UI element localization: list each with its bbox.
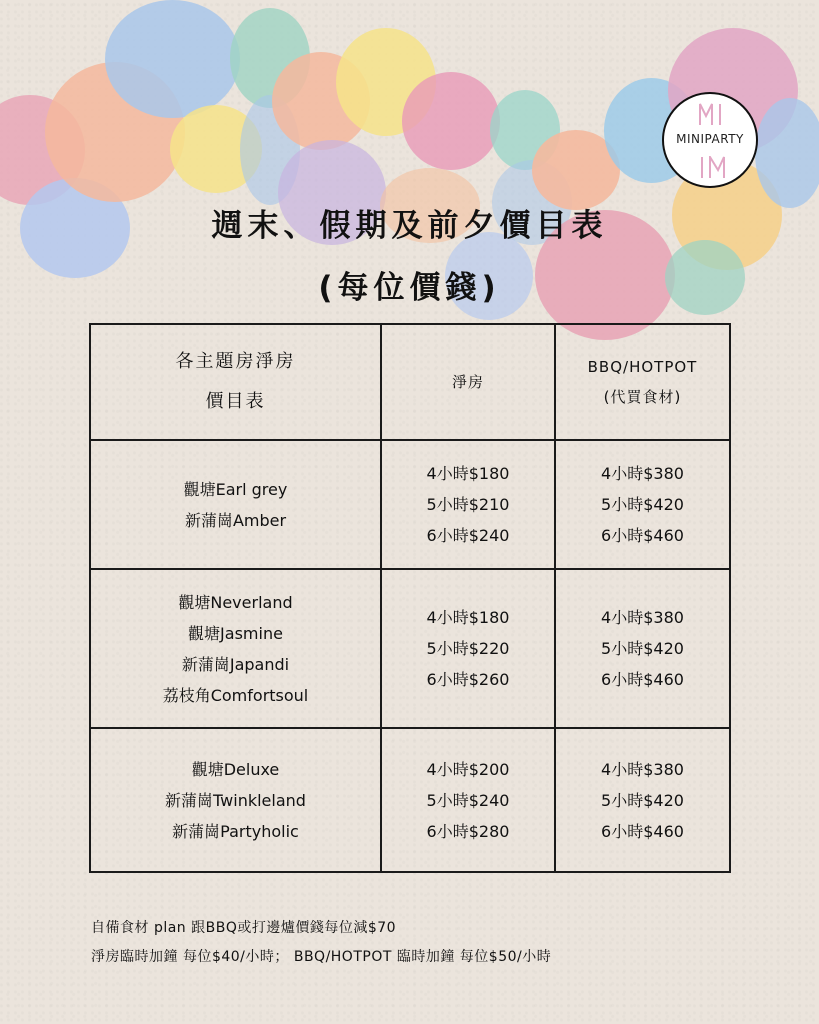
table-header-row xyxy=(90,324,730,440)
room-name: 新蒲崗Partyholic xyxy=(172,821,299,841)
notes xyxy=(91,914,551,972)
price-5h: 5小時$220 xyxy=(426,639,510,658)
table-row xyxy=(90,440,730,569)
logo-name: MINIPARTY xyxy=(676,132,744,146)
room-name: 觀塘Earl grey xyxy=(183,479,288,499)
logo-mark-top xyxy=(698,102,726,126)
header-rooms-cell xyxy=(90,324,381,440)
table-row xyxy=(90,569,730,728)
page-title: 週末、假期及前夕價目表 xyxy=(211,208,608,244)
room-name: 新蒲崗Japandi xyxy=(181,654,290,674)
price-6h: 6小時$460 xyxy=(601,821,684,841)
page-subtitle: (每位價錢) xyxy=(318,270,501,306)
table-row xyxy=(90,728,730,872)
bbq-price-cell xyxy=(555,569,730,728)
price-6h: 6小時$240 xyxy=(426,526,510,545)
room-name: 觀塘Deluxe xyxy=(191,759,280,779)
price-5h: 5小時$210 xyxy=(426,495,510,514)
room-name: 觀塘Jasmine xyxy=(188,623,283,643)
bubble xyxy=(755,98,819,208)
room-name: 新蒲崗Amber xyxy=(184,510,287,530)
price-4h: 4小時$380 xyxy=(601,464,684,483)
rooms-cell xyxy=(90,440,381,569)
header-rooms-line2: 價目表 xyxy=(205,391,266,412)
price-5h: 5小時$240 xyxy=(426,790,510,810)
room-only-price-cell xyxy=(381,440,555,569)
price-4h: 4小時$380 xyxy=(601,608,684,627)
header-bbq-line2: (代買食材) xyxy=(603,388,682,406)
price-table xyxy=(89,323,731,873)
room-name: 荔枝角Comfortsoul xyxy=(162,685,309,705)
header-rooms-line1: 各主題房淨房 xyxy=(175,351,296,372)
header-room-only-cell xyxy=(381,324,555,440)
price-4h: 4小時$200 xyxy=(426,759,510,779)
price-6h: 6小時$460 xyxy=(601,526,684,545)
price-4h: 4小時$380 xyxy=(601,759,684,779)
price-5h: 5小時$420 xyxy=(601,790,684,810)
miniparty-logo xyxy=(662,92,758,188)
note-overtime: 淨房臨時加鐘 每位$40/小時； BBQ/HOTPOT 臨時加鐘 每位$50/小時 xyxy=(91,949,552,965)
rooms-cell xyxy=(90,569,381,728)
price-6h: 6小時$280 xyxy=(426,821,510,841)
room-name: 觀塘Neverland xyxy=(178,592,293,612)
note-self-food: 自備食材 plan 跟BBQ或打邊爐價錢每位減$70 xyxy=(91,920,397,936)
price-6h: 6小時$260 xyxy=(426,670,510,689)
bbq-price-cell xyxy=(555,728,730,872)
bubble xyxy=(105,0,240,118)
header-bbq-cell xyxy=(555,324,730,440)
price-5h: 5小時$420 xyxy=(601,639,684,658)
price-6h: 6小時$460 xyxy=(601,670,684,689)
logo-mark-bottom xyxy=(698,156,726,180)
bbq-price-cell xyxy=(555,440,730,569)
header-bbq-line1: BBQ/HOTPOT xyxy=(587,358,698,376)
rooms-cell xyxy=(90,728,381,872)
price-5h: 5小時$420 xyxy=(601,495,684,514)
room-only-price-cell xyxy=(381,728,555,872)
room-name: 新蒲崗Twinkleland xyxy=(165,790,306,810)
price-4h: 4小時$180 xyxy=(426,608,510,627)
room-only-price-cell xyxy=(381,569,555,728)
price-4h: 4小時$180 xyxy=(426,464,510,483)
header-room-only: 淨房 xyxy=(451,373,484,391)
bubble xyxy=(402,72,500,170)
